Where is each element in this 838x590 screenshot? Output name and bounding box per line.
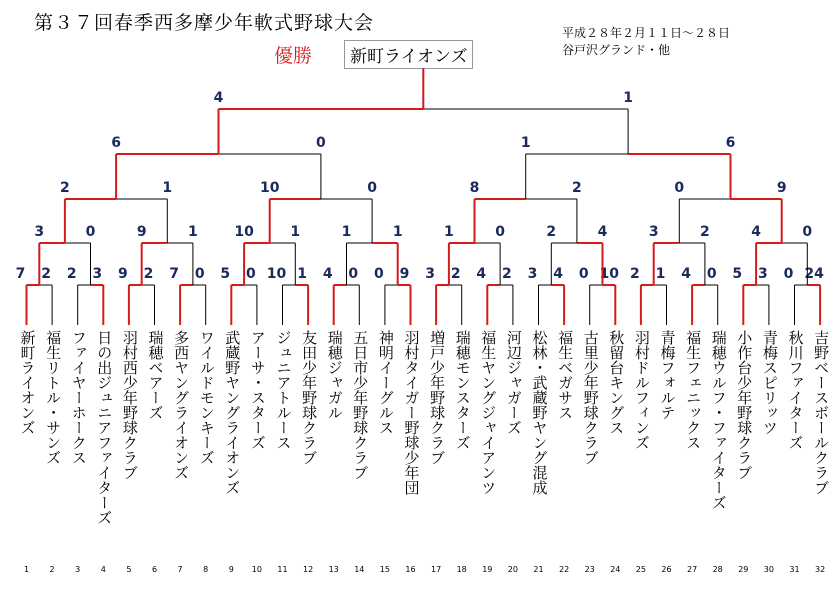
score-label: 1 [655, 266, 666, 282]
score-label: 1 [162, 180, 173, 196]
team-seed: 10 [251, 565, 262, 574]
team-seed: 27 [687, 565, 698, 574]
team-seed: 17 [431, 565, 442, 574]
team-seed: 24 [610, 565, 621, 574]
score-label: 2 [502, 266, 512, 282]
score-label: 4 [681, 266, 691, 282]
score-label: 9 [118, 266, 128, 282]
team-seed: 5 [126, 565, 132, 574]
team-name: 羽村ドルフィンズ [632, 330, 651, 450]
team-seed: 14 [354, 565, 365, 574]
team-name: 武蔵野ヤングライオンズ [223, 330, 242, 495]
score-label: 7 [169, 266, 179, 282]
team-name: 日の出ジュニアファイターズ [95, 330, 114, 525]
team-seed: 9 [228, 565, 234, 574]
score-label: 3 [425, 266, 435, 282]
team-seed: 19 [482, 565, 493, 574]
score-label: 10 [234, 224, 254, 240]
score-label: 0 [578, 266, 589, 282]
champion-label: 優勝 [274, 45, 313, 67]
score-label: 0 [246, 266, 256, 282]
team-seed: 26 [661, 565, 672, 574]
score-label: 1 [290, 224, 301, 240]
score-label: 0 [374, 266, 384, 282]
team-name: 秋留台キングス [607, 330, 626, 435]
score-label: 8 [469, 180, 480, 196]
score-label: 3 [34, 224, 45, 240]
team-seed: 23 [584, 565, 595, 574]
team-seed: 1 [23, 565, 30, 574]
score-label: 0 [495, 224, 505, 240]
team-name: 五日市少年野球クラブ [351, 330, 370, 480]
score-label: 2 [66, 266, 77, 282]
team-name: 瑞穂ウルフ・ファイターズ [709, 330, 728, 510]
team-name: 瑞穂モンスターズ [453, 330, 472, 450]
score-label: 10 [266, 266, 287, 282]
score-label: 4 [553, 266, 563, 282]
score-label: 1 [297, 266, 307, 282]
team-seed: 2 [49, 565, 55, 574]
score-label: 2 [630, 266, 640, 282]
team-name: アーサ・スターズ [248, 330, 267, 450]
score-label: 6 [725, 135, 736, 151]
team-seed: 13 [328, 565, 339, 574]
score-label: 5 [732, 266, 743, 282]
score-label: 10 [599, 266, 620, 282]
score-label: 1 [392, 224, 403, 240]
team-name: 増戸少年野球クラブ [428, 330, 447, 465]
score-label: 3 [648, 224, 659, 240]
team-seed: 18 [456, 565, 467, 574]
team-seed: 15 [379, 565, 390, 574]
score-label: 2 [546, 224, 557, 240]
score-label: 6 [111, 135, 121, 151]
team-seed: 6 [151, 565, 158, 574]
team-name: 青梅スピリッツ [760, 330, 779, 435]
score-label: 0 [783, 266, 794, 282]
team-seed: 32 [815, 565, 826, 574]
team-name: 瑞穂ベアーズ [146, 330, 165, 420]
score-label: 0 [367, 180, 377, 196]
score-label: 0 [348, 266, 359, 282]
team-name: 青梅フォルテ [658, 330, 677, 420]
team-seed: 31 [789, 565, 800, 574]
team-name: ワイルドモンキーズ [197, 330, 216, 465]
team-name: 福生ヤングジャイアンツ [479, 330, 498, 495]
team-name: 新町ライオンズ [18, 330, 37, 435]
score-label: 3 [92, 266, 103, 282]
tournament-title: 第３７回春季西多摩少年軟式野球大会 [34, 12, 375, 34]
score-label: 3 [527, 266, 538, 282]
score-label: 0 [706, 266, 717, 282]
team-seed: 11 [277, 565, 288, 574]
score-label: 4 [476, 266, 487, 282]
team-name: 福生ベガサス [556, 330, 575, 420]
score-label: 4 [213, 90, 224, 106]
score-label: 2 [41, 266, 51, 282]
team-name: 河辺ジャガーズ [504, 330, 523, 435]
team-name: 古里少年野球クラブ [581, 330, 600, 465]
score-label: 2 [572, 180, 582, 196]
team-seed: 7 [177, 565, 183, 574]
team-name: 瑞穂ジャガル [325, 330, 344, 420]
score-label: 9 [136, 224, 147, 240]
score-label: 10 [259, 180, 280, 196]
score-label: 0 [802, 224, 813, 240]
team-name: 吉野ベースボールクラブ [812, 330, 831, 495]
team-name: 福生リトル・サンズ [44, 330, 63, 465]
team-name: 羽村西少年野球クラブ [120, 330, 139, 480]
score-label: 0 [674, 180, 685, 196]
team-name: 小作台少年野球クラブ [735, 330, 754, 480]
score-label: 2 [700, 224, 710, 240]
score-label: 24 [804, 266, 824, 282]
score-label: 2 [143, 266, 154, 282]
score-label: 9 [776, 180, 787, 196]
tournament-dates: 平成２８年２月１１日～２８日 [562, 26, 731, 40]
team-seed: 4 [100, 565, 106, 574]
score-label: 4 [751, 224, 761, 240]
team-name: 羽村タイガー野球少年団 [402, 330, 421, 495]
team-name: 多西ヤングライオンズ [172, 330, 191, 480]
team-seed: 21 [533, 565, 544, 574]
team-name: 松林・武蔵野ヤング混成 [530, 330, 549, 495]
score-label: 1 [444, 224, 454, 240]
team-seed: 28 [712, 565, 723, 574]
team-seed: 20 [507, 565, 518, 574]
score-label: 1 [341, 224, 352, 240]
score-label: 9 [399, 266, 410, 282]
team-name: 神明イーグルス [376, 330, 395, 435]
score-label: 7 [15, 266, 26, 282]
score-label: 1 [188, 224, 198, 240]
score-label: 2 [450, 266, 461, 282]
score-label: 4 [597, 224, 608, 240]
score-label: 5 [220, 266, 231, 282]
score-label: 3 [758, 266, 768, 282]
team-seed: 12 [303, 565, 314, 574]
team-seed: 22 [559, 565, 570, 574]
score-label: 2 [60, 180, 70, 196]
team-name: ジュニアトルース [274, 330, 293, 450]
score-label: 0 [85, 224, 96, 240]
score-label: 0 [194, 266, 205, 282]
team-seed: 16 [405, 565, 416, 574]
team-seed: 25 [635, 565, 646, 574]
team-name: 友田少年野球クラブ [300, 330, 319, 465]
team-name: 秋川ファイターズ [786, 330, 805, 450]
team-name: ファイヤーホークス [69, 330, 88, 465]
champion-name: 新町ライオンズ [344, 40, 473, 69]
score-label: 4 [322, 266, 333, 282]
score-label: 1 [520, 135, 531, 151]
score-label: 1 [623, 90, 633, 106]
team-seed: 3 [75, 565, 81, 574]
team-seed: 30 [763, 565, 774, 574]
team-seed: 29 [738, 565, 749, 574]
tournament-venue: 谷戸沢グランド・他 [562, 43, 671, 57]
team-seed: 8 [203, 565, 209, 574]
score-label: 0 [316, 135, 326, 151]
team-name: 福生フェニックス [684, 330, 703, 450]
